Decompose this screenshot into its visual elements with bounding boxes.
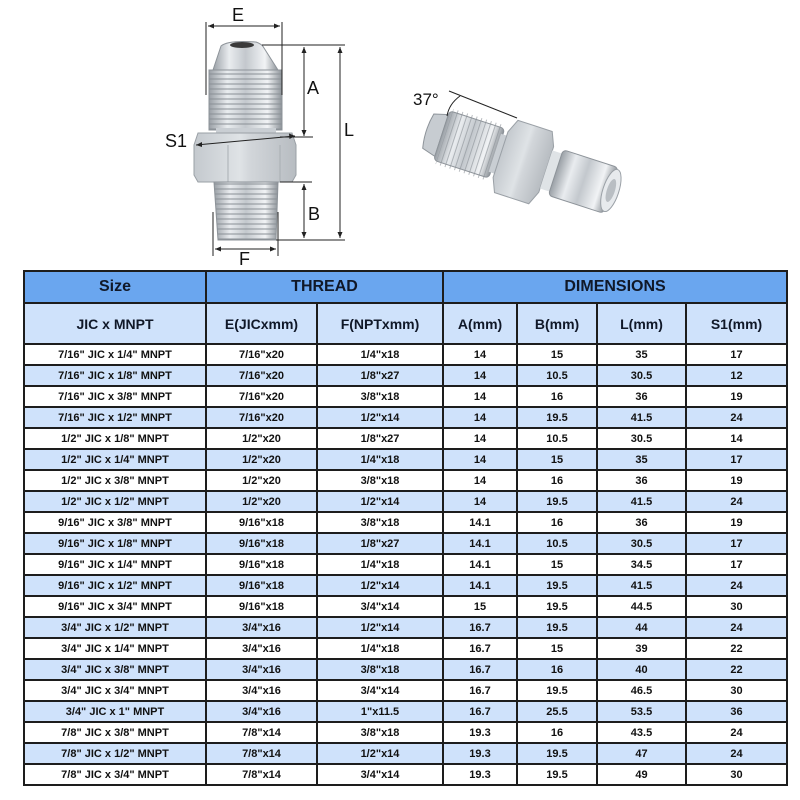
cell-size: 7/8" JIC x 3/4" MNPT: [24, 764, 206, 785]
dimension-label-l: L: [344, 120, 355, 140]
cell-s1: 24: [686, 575, 787, 596]
table-row: [24, 638, 787, 659]
cell-e: 7/8"x14: [206, 743, 317, 764]
cell-size: 9/16" JIC x 3/4" MNPT: [24, 596, 206, 617]
cell-b: 19.5: [517, 617, 597, 638]
group-header-size: Size: [24, 271, 206, 303]
cell-b: 25.5: [517, 701, 597, 722]
cell-s1: 17: [686, 533, 787, 554]
cell-f: 1/4"x18: [317, 449, 443, 470]
cell-s1: 22: [686, 638, 787, 659]
cell-b: 16: [517, 512, 597, 533]
table-row: [24, 743, 787, 764]
cell-a: 14.1: [443, 533, 517, 554]
cell-b: 15: [517, 344, 597, 365]
column-header-row: [24, 303, 787, 344]
table-row: [24, 512, 787, 533]
cell-l: 53.5: [597, 701, 686, 722]
cell-a: 19.3: [443, 743, 517, 764]
cell-e: 7/8"x14: [206, 764, 317, 785]
cell-l: 34.5: [597, 554, 686, 575]
column-header-s1: S1(mm): [686, 303, 787, 344]
table-row: [24, 449, 787, 470]
cell-l: 36: [597, 386, 686, 407]
cell-f: 3/8"x18: [317, 386, 443, 407]
cell-e: 7/16"x20: [206, 365, 317, 386]
cell-f: 1/2"x14: [317, 491, 443, 512]
table-row: [24, 596, 787, 617]
cell-a: 14.1: [443, 554, 517, 575]
cell-a: 16.7: [443, 701, 517, 722]
cell-s1: 22: [686, 659, 787, 680]
cell-e: 7/8"x14: [206, 722, 317, 743]
table-row: [24, 575, 787, 596]
cell-e: 3/4"x16: [206, 659, 317, 680]
cell-b: 15: [517, 449, 597, 470]
cell-s1: 19: [686, 512, 787, 533]
cell-l: 46.5: [597, 680, 686, 701]
table-row: [24, 701, 787, 722]
cell-s1: 17: [686, 449, 787, 470]
spec-table-body: [24, 344, 787, 785]
cell-s1: 19: [686, 470, 787, 491]
cell-s1: 12: [686, 365, 787, 386]
cell-size: 1/2" JIC x 1/2" MNPT: [24, 491, 206, 512]
cell-size: 3/4" JIC x 3/4" MNPT: [24, 680, 206, 701]
cell-s1: 24: [686, 407, 787, 428]
cell-size: 7/16" JIC x 3/8" MNPT: [24, 386, 206, 407]
cell-a: 16.7: [443, 680, 517, 701]
cell-l: 36: [597, 512, 686, 533]
cell-e: 9/16"x18: [206, 554, 317, 575]
cell-a: 14: [443, 428, 517, 449]
cell-b: 15: [517, 638, 597, 659]
cell-e: 9/16"x18: [206, 575, 317, 596]
table-row: [24, 407, 787, 428]
cell-f: 1/4"x18: [317, 638, 443, 659]
cell-s1: 17: [686, 344, 787, 365]
cell-b: 16: [517, 470, 597, 491]
cell-f: 3/8"x18: [317, 470, 443, 491]
cell-s1: 30: [686, 596, 787, 617]
cell-a: 16.7: [443, 617, 517, 638]
cell-e: 3/4"x16: [206, 638, 317, 659]
table-row: [24, 617, 787, 638]
cell-s1: 17: [686, 554, 787, 575]
cell-e: 3/4"x16: [206, 680, 317, 701]
cell-f: 1/2"x14: [317, 407, 443, 428]
cell-a: 19.3: [443, 722, 517, 743]
column-header-b: B(mm): [517, 303, 597, 344]
cell-l: 49: [597, 764, 686, 785]
cell-l: 35: [597, 344, 686, 365]
dimension-label-b: B: [308, 204, 321, 224]
cell-f: 3/8"x18: [317, 512, 443, 533]
cell-f: 3/8"x18: [317, 722, 443, 743]
table-row: [24, 680, 787, 701]
cell-l: 30.5: [597, 533, 686, 554]
flare-angle-label: 37°: [413, 90, 439, 109]
table-row: [24, 491, 787, 512]
cell-b: 16: [517, 659, 597, 680]
cell-b: 16: [517, 722, 597, 743]
table-row: [24, 554, 787, 575]
cell-e: 9/16"x18: [206, 533, 317, 554]
cell-l: 40: [597, 659, 686, 680]
product-figure: [0, 0, 800, 268]
table-row: [24, 386, 787, 407]
cell-b: 10.5: [517, 533, 597, 554]
table-row: [24, 722, 787, 743]
cell-s1: 30: [686, 764, 787, 785]
cell-b: 19.5: [517, 491, 597, 512]
column-header-size: JIC x MNPT: [24, 303, 206, 344]
dimension-label-s1: S1: [165, 131, 188, 151]
cell-f: 1/8"x27: [317, 533, 443, 554]
cell-size: 9/16" JIC x 1/8" MNPT: [24, 533, 206, 554]
column-header-f: F(NPTxmm): [317, 303, 443, 344]
cell-size: 3/4" JIC x 1/4" MNPT: [24, 638, 206, 659]
cell-f: 1/2"x14: [317, 743, 443, 764]
cell-l: 43.5: [597, 722, 686, 743]
cell-f: 1/8"x27: [317, 428, 443, 449]
cell-e: 7/16"x20: [206, 386, 317, 407]
cell-b: 15: [517, 554, 597, 575]
cell-size: 7/16" JIC x 1/4" MNPT: [24, 344, 206, 365]
cell-f: 1/2"x14: [317, 575, 443, 596]
cell-e: 1/2"x20: [206, 470, 317, 491]
dimension-label-f: F: [239, 249, 250, 269]
cell-b: 19.5: [517, 575, 597, 596]
table-row: [24, 533, 787, 554]
cell-f: 3/4"x14: [317, 680, 443, 701]
cell-size: 7/8" JIC x 1/2" MNPT: [24, 743, 206, 764]
cell-s1: 24: [686, 722, 787, 743]
cell-s1: 14: [686, 428, 787, 449]
cell-e: 1/2"x20: [206, 428, 317, 449]
cell-s1: 36: [686, 701, 787, 722]
cell-a: 14: [443, 470, 517, 491]
cell-size: 9/16" JIC x 1/4" MNPT: [24, 554, 206, 575]
cell-l: 39: [597, 638, 686, 659]
cell-e: 3/4"x16: [206, 701, 317, 722]
spec-table: [23, 270, 788, 786]
group-header-row: [24, 271, 787, 303]
cell-a: 16.7: [443, 659, 517, 680]
table-row: [24, 470, 787, 491]
cell-b: 19.5: [517, 596, 597, 617]
column-header-l: L(mm): [597, 303, 686, 344]
table-row: [24, 428, 787, 449]
cell-f: 3/4"x14: [317, 764, 443, 785]
table-row: [24, 344, 787, 365]
cell-e: 1/2"x20: [206, 449, 317, 470]
cell-size: 9/16" JIC x 1/2" MNPT: [24, 575, 206, 596]
cell-b: 10.5: [517, 428, 597, 449]
cell-s1: 24: [686, 617, 787, 638]
dimension-label-a: A: [307, 78, 320, 98]
cell-b: 19.5: [517, 764, 597, 785]
cell-l: 41.5: [597, 407, 686, 428]
table-row: [24, 659, 787, 680]
dimension-label-e: E: [232, 5, 245, 25]
cell-s1: 24: [686, 743, 787, 764]
cell-b: 19.5: [517, 680, 597, 701]
cell-size: 7/16" JIC x 1/2" MNPT: [24, 407, 206, 428]
cell-f: 1/4"x18: [317, 344, 443, 365]
cell-e: 3/4"x16: [206, 617, 317, 638]
cell-a: 16.7: [443, 638, 517, 659]
cell-size: 7/8" JIC x 3/8" MNPT: [24, 722, 206, 743]
cell-l: 44: [597, 617, 686, 638]
column-header-a: A(mm): [443, 303, 517, 344]
cell-e: 9/16"x18: [206, 596, 317, 617]
cell-l: 44.5: [597, 596, 686, 617]
cell-size: 1/2" JIC x 1/4" MNPT: [24, 449, 206, 470]
cell-l: 36: [597, 470, 686, 491]
table-row: [24, 365, 787, 386]
cell-b: 19.5: [517, 407, 597, 428]
cell-a: 14: [443, 344, 517, 365]
cell-s1: 24: [686, 491, 787, 512]
cell-b: 10.5: [517, 365, 597, 386]
cell-l: 41.5: [597, 491, 686, 512]
cell-s1: 30: [686, 680, 787, 701]
cell-l: 35: [597, 449, 686, 470]
cell-l: 30.5: [597, 365, 686, 386]
cell-e: 7/16"x20: [206, 407, 317, 428]
table-row: [24, 764, 787, 785]
cell-a: 14: [443, 386, 517, 407]
cell-a: 14: [443, 407, 517, 428]
cell-e: 1/2"x20: [206, 491, 317, 512]
cell-a: 19.3: [443, 764, 517, 785]
cell-a: 14: [443, 449, 517, 470]
cell-size: 9/16" JIC x 3/8" MNPT: [24, 512, 206, 533]
cell-f: 3/4"x14: [317, 596, 443, 617]
cell-size: 1/2" JIC x 1/8" MNPT: [24, 428, 206, 449]
column-header-e: E(JICxmm): [206, 303, 317, 344]
cell-size: 3/4" JIC x 1/2" MNPT: [24, 617, 206, 638]
cell-f: 1/2"x14: [317, 617, 443, 638]
cell-f: 1/8"x27: [317, 365, 443, 386]
fitting-diagram: [0, 0, 800, 268]
cell-l: 47: [597, 743, 686, 764]
cell-a: 15: [443, 596, 517, 617]
cell-s1: 19: [686, 386, 787, 407]
cell-a: 14.1: [443, 512, 517, 533]
cell-a: 14.1: [443, 575, 517, 596]
cell-l: 41.5: [597, 575, 686, 596]
cell-f: 1/4"x18: [317, 554, 443, 575]
group-header-dimensions: DIMENSIONS: [443, 271, 787, 303]
cell-f: 3/8"x18: [317, 659, 443, 680]
cell-f: 1"x11.5: [317, 701, 443, 722]
cell-e: 7/16"x20: [206, 344, 317, 365]
cell-a: 14: [443, 365, 517, 386]
cell-size: 3/4" JIC x 3/8" MNPT: [24, 659, 206, 680]
cell-b: 16: [517, 386, 597, 407]
cell-b: 19.5: [517, 743, 597, 764]
cell-size: 3/4" JIC x 1" MNPT: [24, 701, 206, 722]
group-header-thread: THREAD: [206, 271, 443, 303]
cell-e: 9/16"x18: [206, 512, 317, 533]
cell-l: 30.5: [597, 428, 686, 449]
cell-a: 14: [443, 491, 517, 512]
cell-size: 1/2" JIC x 3/8" MNPT: [24, 470, 206, 491]
cell-size: 7/16" JIC x 1/8" MNPT: [24, 365, 206, 386]
